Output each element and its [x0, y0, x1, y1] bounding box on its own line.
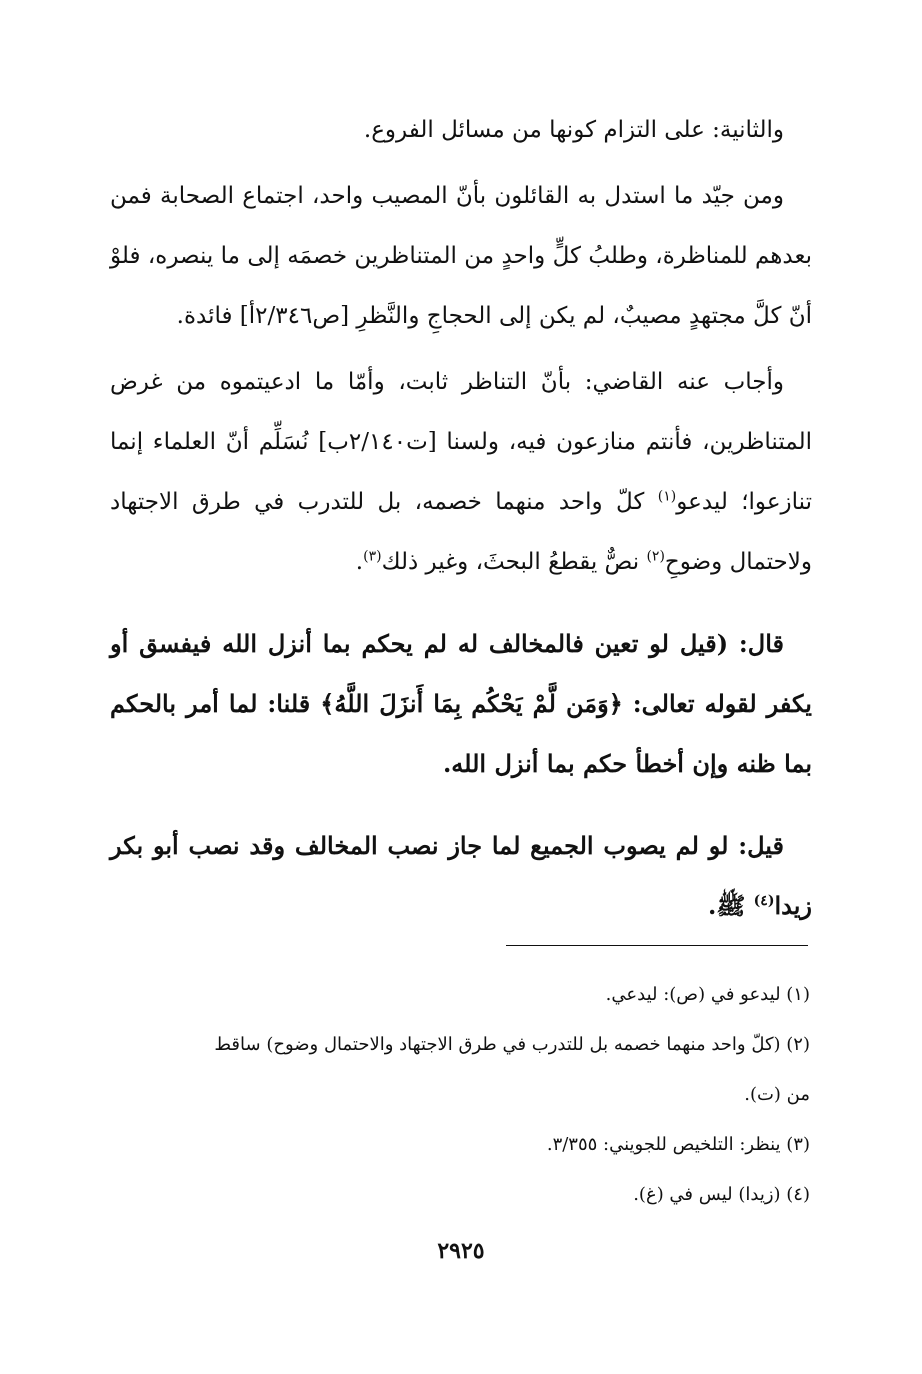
- paragraph-1-text: والثانية: على التزام كونها من مسائل الفروع.: [363, 117, 784, 143]
- paragraph-2: [110, 166, 812, 346]
- paragraph-2-text: ومن جيّد ما استدل به القائلون بأنّ المصيب واحد، اجتماع الصحابة فمن بعدهم للمناظرة، وطلبُ كلٍّ واحدٍ من المتناظرين خصمَه إلى ما ينصره، فلوْ أنّ كلَّ مجتهدٍ مصيبٌ، لم يكن إلى الحجاجِ والنَّظرِ [ص٢/٣٤٦أ] فائدة.: [110, 183, 812, 329]
- footnote-1: (١) ليدعو في (ص): ليدعي.: [605, 984, 810, 1005]
- paragraph-3-text-c: نصٌّ يقطعُ البحثَ، وغير ذلك: [381, 549, 647, 575]
- paragraph-5-text-a: قيل: لو لم يصوب الجميع لما جاز نصب المخالف وقد نصب أبو بكر زيدا: [110, 831, 812, 920]
- paragraph-3-text-d: .: [355, 549, 364, 575]
- paragraph-4-text: قال: (قيل لو تعين فالمخالف له لم يحكم بما أنزل الله فيفسق أو يكفر لقوله تعالى: ﴿وَمَن لَّمْ يَحْكُم بِمَا أَنزَلَ اللَّهُ﴾ قلنا: لما أمر بالحكم بما ظنه وإن أخطأ حكم بما أنزل الله.: [110, 629, 812, 778]
- footnote-ref-4: (٤): [753, 893, 775, 909]
- main-text: [110, 100, 812, 936]
- footnote-ref-2: (٢): [646, 548, 665, 565]
- page-number: ٢٩٢٥: [437, 1238, 485, 1264]
- paragraph-4: [110, 614, 812, 794]
- paragraph-5: [110, 816, 812, 936]
- footnote-ref-1: (١): [657, 488, 677, 505]
- footnote-2-continuation: من (ت).: [744, 1084, 810, 1105]
- paragraph-3-text-a: وأجاب عنه القاضي: بأنّ التناظر ثابت، وأمّا ما ادعيتموه من غرض المتناظرين، فأنتم منازعون فيه، ولسنا [ت٢/١٤٠ب] نُسَلِّم أنّ العلماء إنما تنازعوا؛ ليدعو: [110, 369, 812, 515]
- footnote-ref-3: (٣): [363, 548, 382, 565]
- footnote-2: (٢) (كلّ واحد منهما خصمه بل للتدرب في طرق الاجتهاد والاحتمال وضوح) ساقط: [214, 1034, 810, 1055]
- paragraph-5-text-b: ﷺ.: [707, 891, 754, 920]
- paragraph-1: [110, 100, 812, 160]
- paragraph-3: [110, 352, 812, 592]
- footnote-3: (٣) ينظر: التلخيص للجويني: ٣/٣٥٥.: [546, 1134, 810, 1155]
- paragraph-3-text-b: كلّ واحد منهما خصمه، بل للتدرب في طرق الاجتهاد ولاحتمال وضوحِ: [110, 489, 812, 575]
- footnote-4: (٤) (زيدا) ليس في (غ).: [633, 1184, 810, 1205]
- footnote-separator: [506, 945, 808, 946]
- footnotes: [110, 970, 810, 1220]
